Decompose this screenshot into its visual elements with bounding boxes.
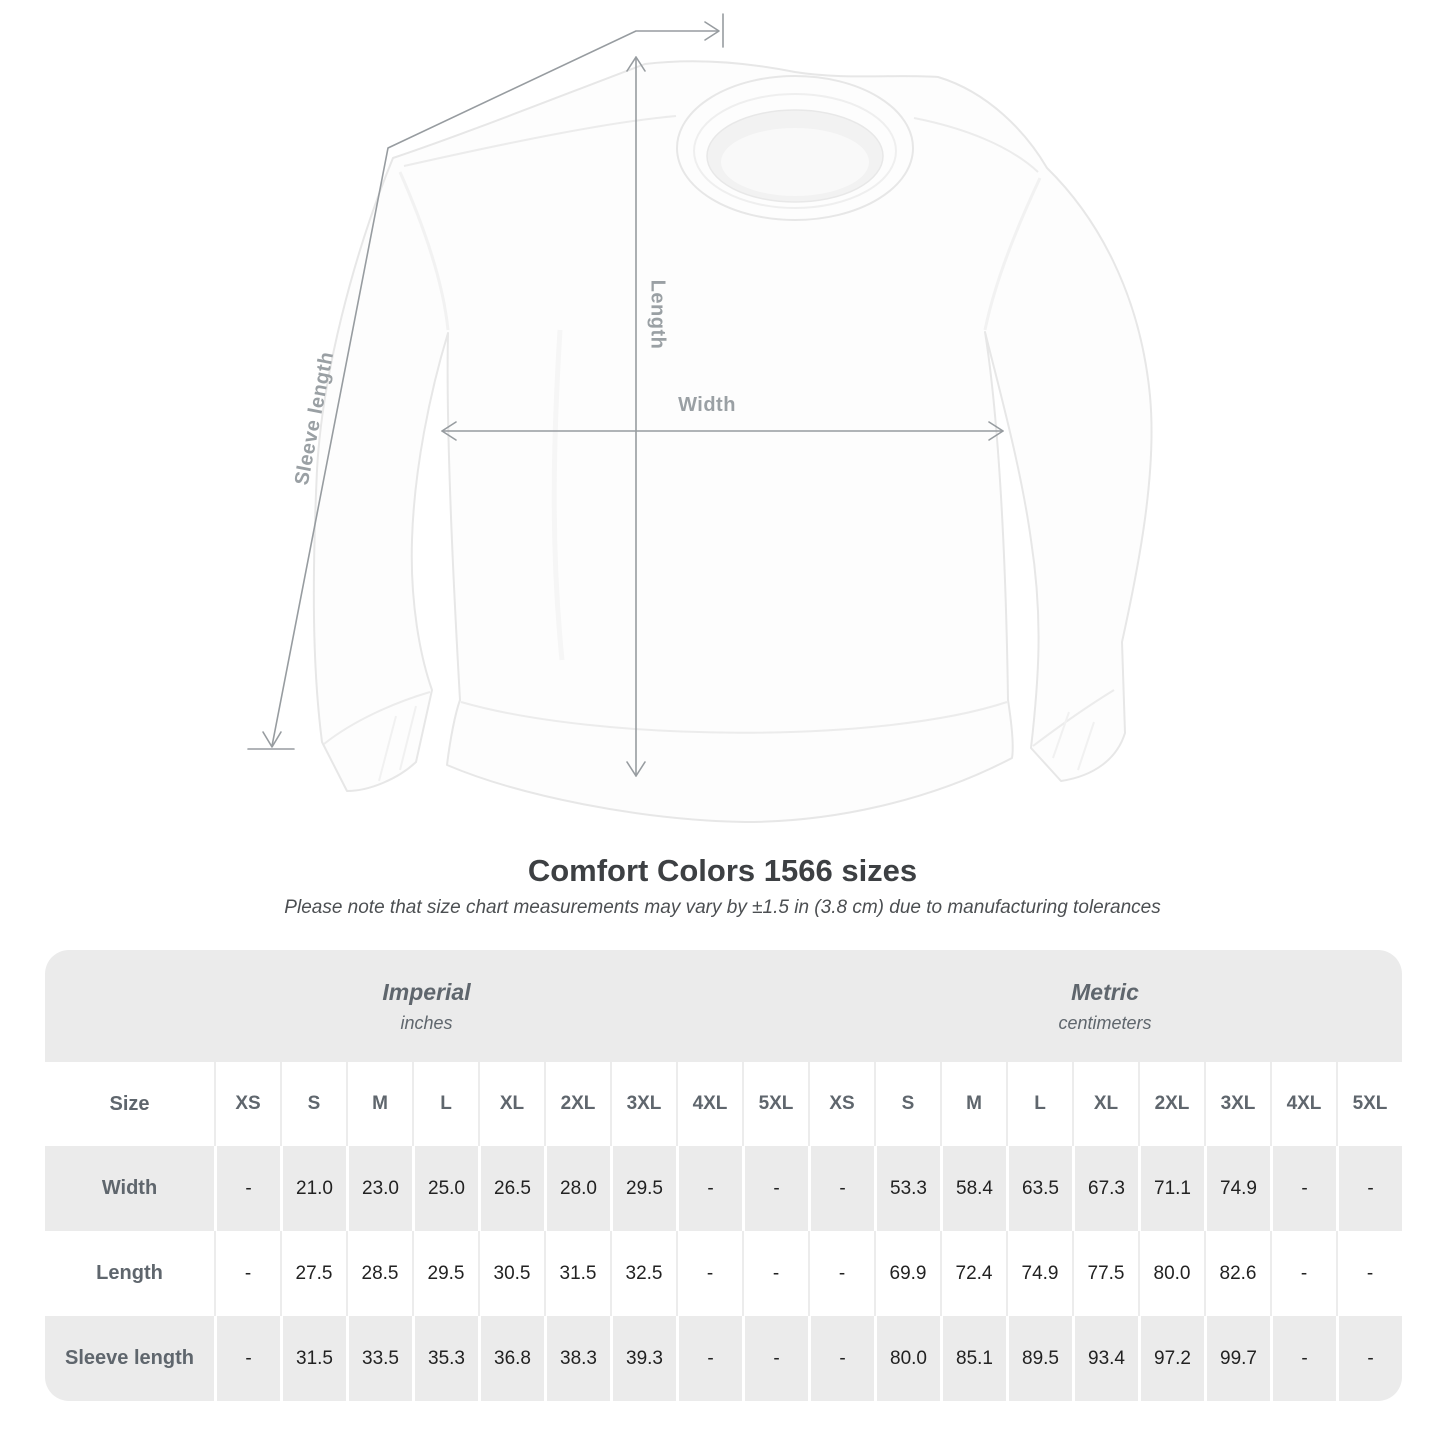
measurement-value-cell: -: [1270, 1231, 1336, 1316]
imperial-unit: inches: [400, 1012, 453, 1033]
measurement-value-cell: -: [1270, 1316, 1336, 1401]
size-col-header: 2XL: [1138, 1062, 1204, 1146]
measurement-value-cell: 29.5: [412, 1231, 478, 1316]
measurement-row: [45, 1316, 1402, 1401]
length-label: Length: [646, 279, 669, 350]
measurement-value-cell: -: [214, 1316, 280, 1401]
width-label: Width: [678, 394, 736, 416]
measurement-value-cell: 85.1: [940, 1316, 1006, 1401]
measurement-value-cell: 29.5: [610, 1146, 676, 1231]
measurement-value-cell: 93.4: [1072, 1316, 1138, 1401]
measurement-value-cell: -: [1336, 1231, 1402, 1316]
measurement-row-label: Length: [96, 1262, 163, 1284]
size-col-header: 2XL: [544, 1062, 610, 1146]
size-col-header: 4XL: [1270, 1062, 1336, 1146]
measurement-value-cell: 21.0: [280, 1146, 346, 1231]
imperial-label: Imperial: [382, 978, 471, 1005]
size-col-header: L: [412, 1062, 478, 1146]
size-col-header: S: [874, 1062, 940, 1146]
measurement-value-cell: -: [808, 1231, 874, 1316]
size-header-row: [45, 1062, 1402, 1146]
measurement-value-cell: -: [742, 1316, 808, 1401]
size-col-header: XL: [1072, 1062, 1138, 1146]
measurement-value-cell: 99.7: [1204, 1316, 1270, 1401]
tolerance-note: Please note that size chart measurements may vary by ±1.5 in (3.8 cm) due to manufacturing tolerances: [284, 897, 1161, 918]
imperial-header: [45, 950, 808, 1062]
measurement-value-cell: -: [214, 1231, 280, 1316]
size-col-header: 4XL: [676, 1062, 742, 1146]
measurement-value-cell: -: [1336, 1316, 1402, 1401]
unit-header-row: [45, 950, 1402, 1062]
measurement-row-label: Sleeve length: [65, 1347, 194, 1369]
measurement-row-label: Width: [101, 1177, 158, 1199]
size-col-header: 5XL: [742, 1062, 808, 1146]
measurement-value-cell: 58.4: [940, 1146, 1006, 1231]
size-col-header: XL: [478, 1062, 544, 1146]
measurement-value-cell: 53.3: [874, 1146, 940, 1231]
sweatshirt-illustration: [314, 61, 1152, 822]
size-col-header: 3XL: [1204, 1062, 1270, 1146]
measurement-value-cell: -: [808, 1316, 874, 1401]
measurement-value-cell: -: [676, 1146, 742, 1231]
measurement-value-cell: 77.5: [1072, 1231, 1138, 1316]
measurement-value-cell: 63.5: [1006, 1146, 1072, 1231]
measurement-value-cell: 26.5: [478, 1146, 544, 1231]
measurement-value-cell: 97.2: [1138, 1316, 1204, 1401]
measurement-value-cell: 31.5: [280, 1316, 346, 1401]
size-chart-table: [45, 950, 1402, 1401]
metric-unit: centimeters: [1058, 1012, 1152, 1033]
metric-label: Metric: [1071, 978, 1139, 1005]
measurement-value-cell: 89.5: [1006, 1316, 1072, 1401]
measurement-value-cell: -: [214, 1146, 280, 1231]
measurement-value-cell: 23.0: [346, 1146, 412, 1231]
metric-header: [808, 950, 1402, 1062]
collar: [677, 76, 913, 220]
measurement-row: [45, 1231, 1402, 1316]
size-chart-table-container: [45, 950, 1402, 1401]
measurement-value-cell: -: [676, 1231, 742, 1316]
measurement-value-cell: 39.3: [610, 1316, 676, 1401]
measurement-value-cell: 33.5: [346, 1316, 412, 1401]
measurement-value-cell: -: [1270, 1146, 1336, 1231]
measurement-value-cell: 31.5: [544, 1231, 610, 1316]
measurement-value-cell: 80.0: [874, 1316, 940, 1401]
page-title: Comfort Colors 1566 sizes: [527, 853, 918, 888]
measurement-value-cell: -: [1336, 1146, 1402, 1231]
size-col-header: 3XL: [610, 1062, 676, 1146]
measurement-row: [45, 1146, 1402, 1231]
size-col-header: XS: [214, 1062, 280, 1146]
measurement-value-cell: 74.9: [1006, 1231, 1072, 1316]
measurement-value-cell: 35.3: [412, 1316, 478, 1401]
measurement-value-cell: 30.5: [478, 1231, 544, 1316]
measurement-value-cell: 82.6: [1204, 1231, 1270, 1316]
measurement-value-cell: 72.4: [940, 1231, 1006, 1316]
size-col-header: S: [280, 1062, 346, 1146]
measurement-value-cell: 69.9: [874, 1231, 940, 1316]
measurement-value-cell: 38.3: [544, 1316, 610, 1401]
size-col-header: 5XL: [1336, 1062, 1402, 1146]
size-col-header: M: [940, 1062, 1006, 1146]
size-column-title: Size: [109, 1092, 150, 1115]
measurement-value-cell: -: [676, 1316, 742, 1401]
measurement-value-cell: -: [742, 1146, 808, 1231]
sleeve-length-label: Sleeve length: [290, 349, 339, 487]
size-col-header: M: [346, 1062, 412, 1146]
measurement-value-cell: 74.9: [1204, 1146, 1270, 1231]
measurement-value-cell: 28.5: [346, 1231, 412, 1316]
measurement-value-cell: 36.8: [478, 1316, 544, 1401]
measurement-value-cell: 80.0: [1138, 1231, 1204, 1316]
measurement-value-cell: -: [742, 1231, 808, 1316]
size-col-header: XS: [808, 1062, 874, 1146]
measurement-value-cell: 67.3: [1072, 1146, 1138, 1231]
measurement-value-cell: 27.5: [280, 1231, 346, 1316]
measurement-value-cell: 71.1: [1138, 1146, 1204, 1231]
measurement-value-cell: 25.0: [412, 1146, 478, 1231]
measurement-value-cell: 28.0: [544, 1146, 610, 1231]
measurement-value-cell: -: [808, 1146, 874, 1231]
measurement-value-cell: 32.5: [610, 1231, 676, 1316]
size-col-header: L: [1006, 1062, 1072, 1146]
